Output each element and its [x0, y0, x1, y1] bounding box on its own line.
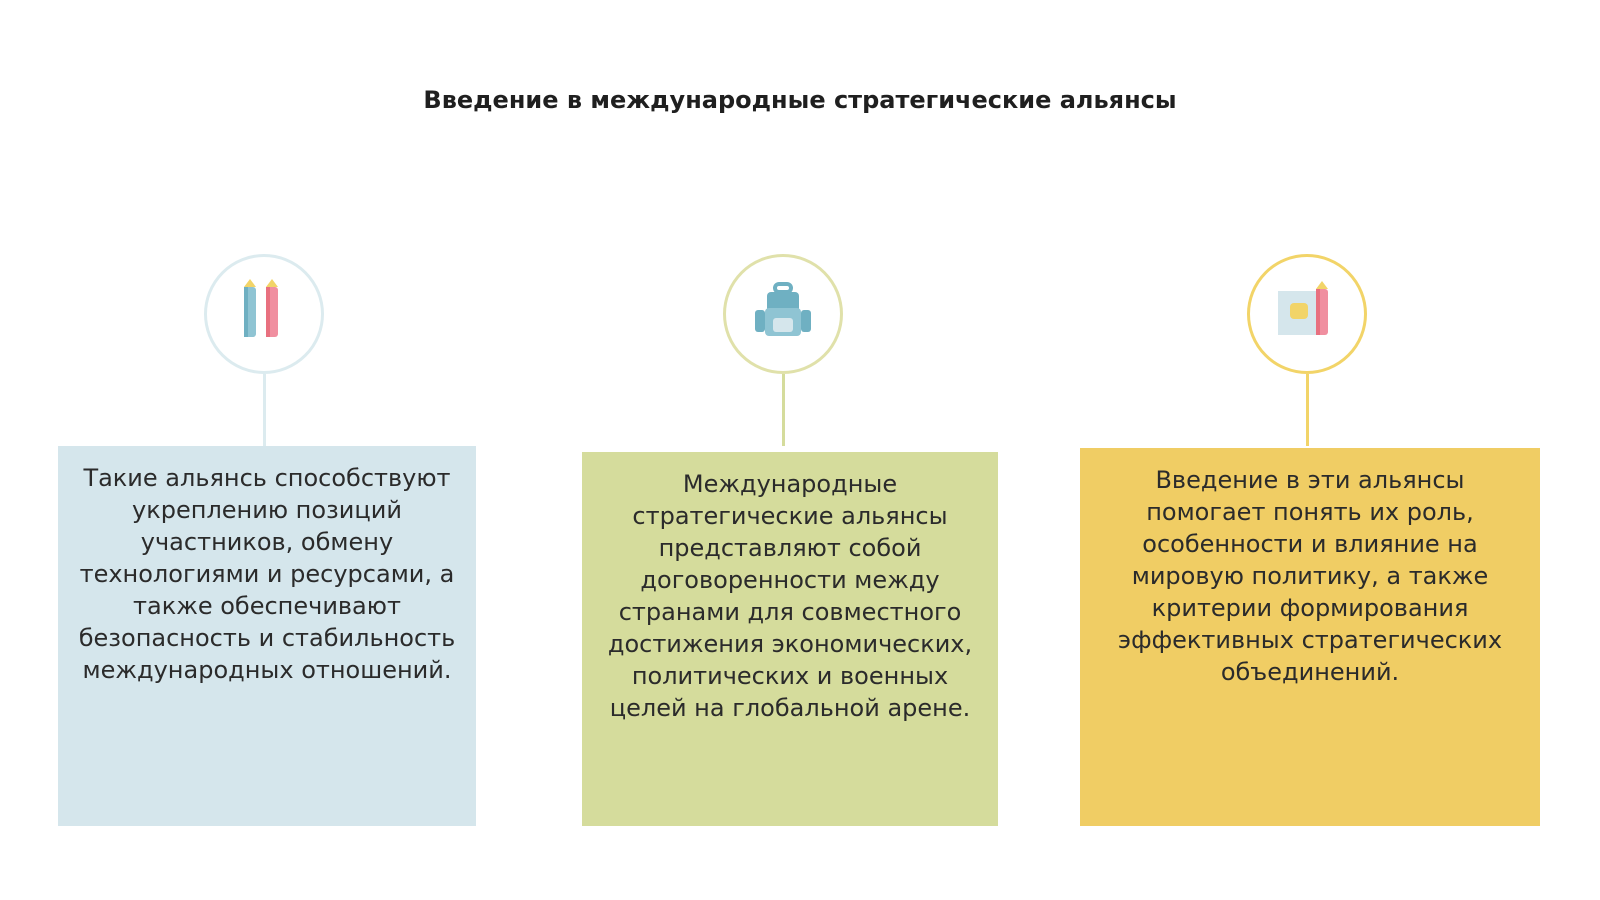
card-2-text: Международные стратегические альянсы представляют собой договоренности между странами для совместного достижения экономических, политических и военных целей на глобальной арене. [607, 470, 973, 722]
icon-ring-2 [723, 254, 843, 374]
card-2 [582, 452, 998, 826]
card-1-text: Такие альянсь способствуют укреплению позиций участников, обмену технологиями и ресурсами, а также обеспечивают безопасность и стабильность международных отношений. [78, 464, 456, 684]
slide-title: Введение в международные стратегические альянсы [423, 86, 1177, 114]
icon-ring-3 [1247, 254, 1367, 374]
card-3-text: Введение в эти альянсы помогает понять их роль, особенности и влияние на мировую политику, а также критерии формирования эффективных стратегических объединений. [1117, 466, 1503, 686]
connector-3 [1306, 374, 1309, 446]
card-1 [58, 446, 476, 826]
connector-2 [782, 374, 785, 446]
card-3 [1080, 448, 1540, 826]
icon-ring-1 [204, 254, 324, 374]
drawing-pencil-icon [1274, 279, 1340, 349]
connector-1 [263, 374, 266, 446]
backpack-icon [751, 280, 815, 348]
pencils-icon [234, 277, 294, 351]
